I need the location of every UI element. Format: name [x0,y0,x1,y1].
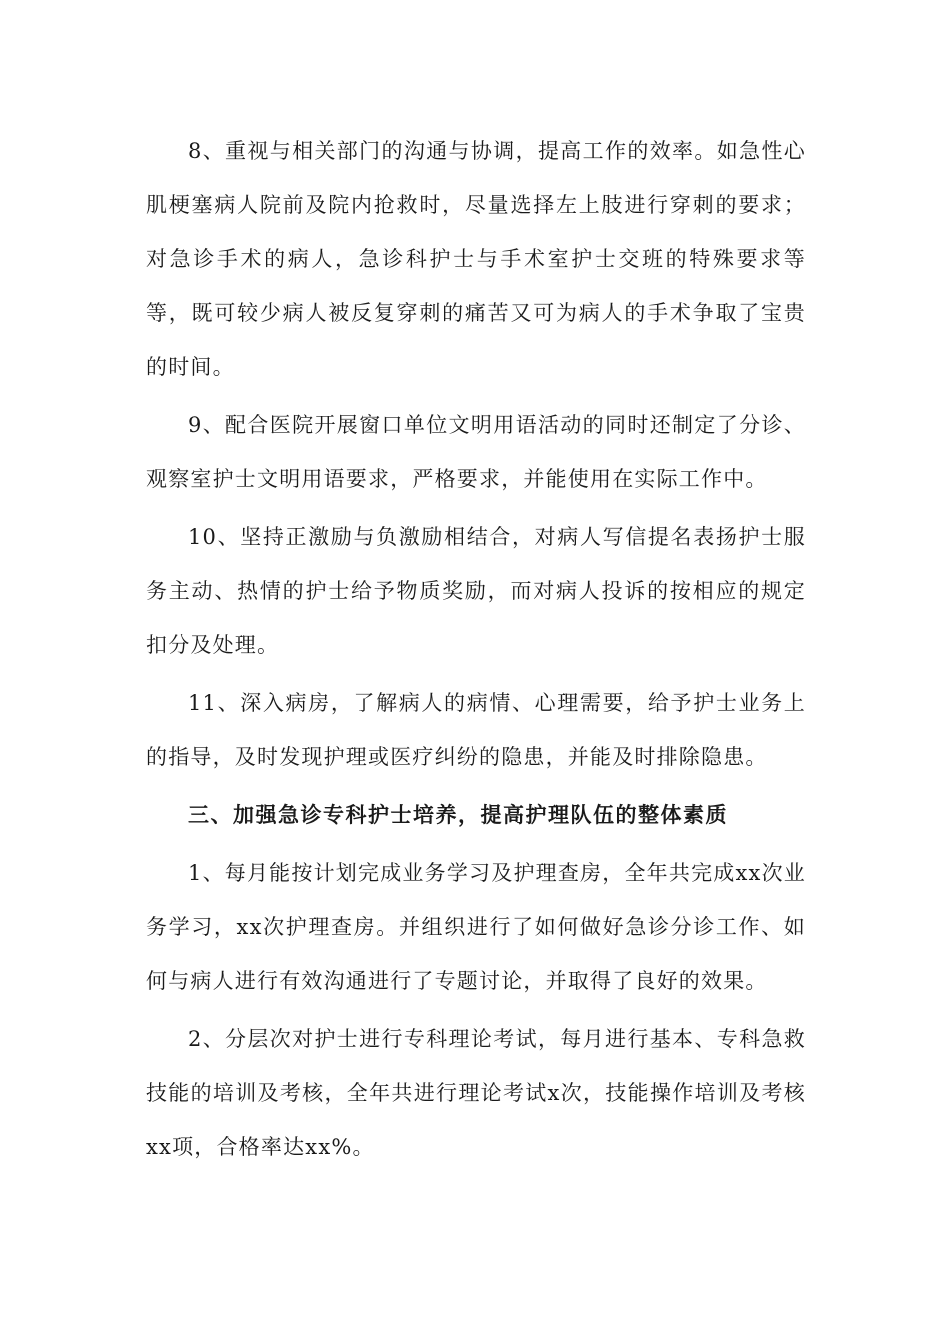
section-heading: 三、加强急诊专科护士培养，提高护理队伍的整体素质 [188,802,728,827]
paragraph-item-8: 8、重视与相关部门的沟通与协调，提高工作的效率。如急性心肌梗塞病人院前及院内抢救时，尽量选择左上肢进行穿刺的要求；对急诊手术的病人，急诊科护士与手术室护士交班的特殊要求等等，既可较少病人被反复穿刺的痛苦又可为病人的手术争取了宝贵的时间。 [146,139,806,379]
paragraph-item-9: 9、配合医院开展窗口单位文明用语活动的同时还制定了分诊、观察室护士文明用语要求，严格要求，并能使用在实际工作中。 [146,413,806,491]
section-paragraph-2: 2、分层次对护士进行专科理论考试，每月进行基本、专科急救技能的培训及考核，全年共进行理论考试x次，技能操作培训及考核xx项，合格率达xx%。 [146,1027,806,1159]
paragraph-item-11: 11、深入病房，了解病人的病情、心理需要，给予护士业务上的指导，及时发现护理或医疗纠纷的隐患，并能及时排除隐患。 [146,691,806,769]
section-paragraph-1: 1、每月能按计划完成业务学习及护理查房，全年共完成xx次业务学习，xx次护理查房。并组织进行了如何做好急诊分诊工作、如何与病人进行有效沟通进行了专题讨论，并取得了良好的效果。 [146,861,806,993]
paragraph-item-10: 10、坚持正激励与负激励相结合，对病人写信提名表扬护士服务主动、热情的护士给予物质奖励，而对病人投诉的按相应的规定扣分及处理。 [146,525,806,657]
document-body [146,124,806,1178]
